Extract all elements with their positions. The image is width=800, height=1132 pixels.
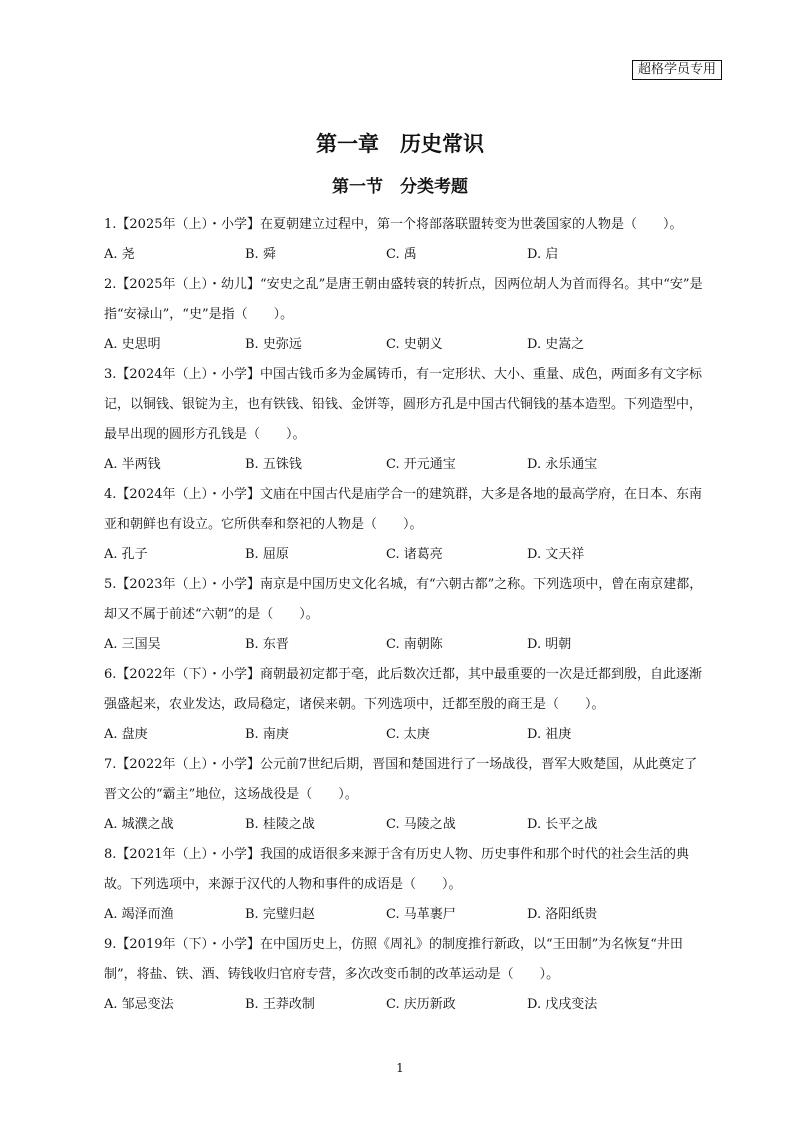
question-4 xyxy=(104,480,704,570)
option-b: B. 完璧归赵 xyxy=(245,907,315,922)
option-c: C. 马陵之战 xyxy=(386,817,456,832)
option-d: D. 明朝 xyxy=(527,637,572,652)
option-d: D. 史嵩之 xyxy=(527,337,585,352)
question-stem: 9.【2019年（下）・小学】在中国历史上，仿照《周礼》的制度推行新政，以“王田制”为名恢复“井田制”，将盐、铁、酒、铸钱收归官府专营，多次改变币制的改革运动是（ ）。 xyxy=(104,937,683,982)
question-2 xyxy=(104,270,704,360)
question-7 xyxy=(104,750,704,840)
question-options xyxy=(104,450,704,480)
question-3 xyxy=(104,360,704,480)
question-5 xyxy=(104,570,704,660)
option-b: B. 桂陵之战 xyxy=(245,817,315,832)
option-b: B. 南庚 xyxy=(245,727,289,742)
exclusive-badge: 超格学员专用 xyxy=(632,60,722,80)
option-d: D. 戊戌变法 xyxy=(527,997,598,1012)
chapter-title: 第一章 历史常识 xyxy=(316,131,484,156)
section-title: 第一节 分类考题 xyxy=(332,177,468,197)
question-options xyxy=(104,990,704,1020)
option-a: A. 孔子 xyxy=(104,547,148,562)
option-a: A. 史思明 xyxy=(104,337,161,352)
question-stem: 6.【2022年（下）・小学】商朝最初定都于亳，此后数次迁都，其中最重要的一次是迁都到殷，自此逐渐强盛起来，农业发达，政局稳定，诸侯来朝。下列选项中，迁都至殷的商王是（ ）。 xyxy=(104,667,702,712)
question-1 xyxy=(104,210,704,270)
question-options xyxy=(104,810,704,840)
question-stem: 4.【2024年（上）・小学】文庙在中国古代是庙学合一的建筑群，大多是各地的最高学府，在日本、东南亚和朝鲜也有设立。它所供奉和祭祀的人物是（ ）。 xyxy=(104,487,702,532)
option-d: D. 祖庚 xyxy=(527,727,572,742)
option-b: B. 舜 xyxy=(245,247,276,262)
option-a: A. 邹忌变法 xyxy=(104,997,174,1012)
question-options xyxy=(104,330,704,360)
question-stem: 5.【2023年（上）・小学】南京是中国历史文化名城，有“六朝古都”之称。下列选项中，曾在南京建都，却又不属于前述“六朝”的是（ ）。 xyxy=(104,577,703,622)
question-stem: 3.【2024年（上）・小学】中国古钱币多为金属铸币，有一定形状、大小、重量、成色，两面多有文字标记，以铜钱、银锭为主，也有铁钱、铅钱、金饼等，圆形方孔是中国古代铜钱的基本造型。下列造型中，最早出现的圆形方孔钱是（ ）。 xyxy=(104,367,703,442)
option-c: C. 开元通宝 xyxy=(386,457,456,472)
option-d: D. 文天祥 xyxy=(527,547,585,562)
question-options xyxy=(104,240,704,270)
question-options xyxy=(104,630,704,660)
question-6 xyxy=(104,660,704,750)
question-9 xyxy=(104,930,704,1020)
option-c: C. 庆历新政 xyxy=(386,997,456,1012)
option-b: B. 屈原 xyxy=(245,547,289,562)
option-c: C. 禹 xyxy=(386,247,417,262)
question-options xyxy=(104,900,704,930)
option-c: C. 史朝义 xyxy=(386,337,443,352)
question-options xyxy=(104,720,704,750)
option-d: D. 永乐通宝 xyxy=(527,457,598,472)
option-d: D. 长平之战 xyxy=(527,817,598,832)
option-a: A. 半两钱 xyxy=(104,457,161,472)
option-b: B. 东晋 xyxy=(245,637,289,652)
option-d: D. 洛阳纸贵 xyxy=(527,907,598,922)
option-c: C. 马革裹尸 xyxy=(386,907,456,922)
question-8 xyxy=(104,840,704,930)
option-a: A. 盘庚 xyxy=(104,727,148,742)
option-d: D. 启 xyxy=(527,247,559,262)
question-stem: 7.【2022年（上）・小学】公元前7世纪后期，晋国和楚国进行了一场战役，晋军大败楚国，从此奠定了晋文公的“霸主”地位，这场战役是（ ）。 xyxy=(104,757,698,802)
option-a: A. 城濮之战 xyxy=(104,817,174,832)
question-options xyxy=(104,540,704,570)
option-c: C. 南朝陈 xyxy=(386,637,443,652)
option-b: B. 五铢钱 xyxy=(245,457,302,472)
question-list xyxy=(104,210,704,1020)
option-b: B. 王莽改制 xyxy=(245,997,315,1012)
question-stem: 1.【2025年（上）・小学】在夏朝建立过程中，第一个将部落联盟转变为世袭国家的人物是（ ）。 xyxy=(104,217,683,232)
question-stem: 8.【2021年（上）・小学】我国的成语很多来源于含有历史人物、历史事件和那个时代的社会生活的典故。下列选项中，来源于汉代的人物和事件的成语是（ ）。 xyxy=(104,847,689,892)
option-b: B. 史弥远 xyxy=(245,337,302,352)
option-a: A. 竭泽而渔 xyxy=(104,907,174,922)
option-a: A. 三国吴 xyxy=(104,637,161,652)
page-number: 1 xyxy=(396,1061,404,1075)
option-c: C. 诸葛亮 xyxy=(386,547,443,562)
option-a: A. 尧 xyxy=(104,247,135,262)
option-c: C. 太庚 xyxy=(386,727,430,742)
question-stem: 2.【2025年（上）・幼儿】“安史之乱”是唐王朝由盛转衰的转折点，因两位胡人为首而得名。其中“安”是指“安禄山”，“史”是指（ ）。 xyxy=(104,277,703,322)
